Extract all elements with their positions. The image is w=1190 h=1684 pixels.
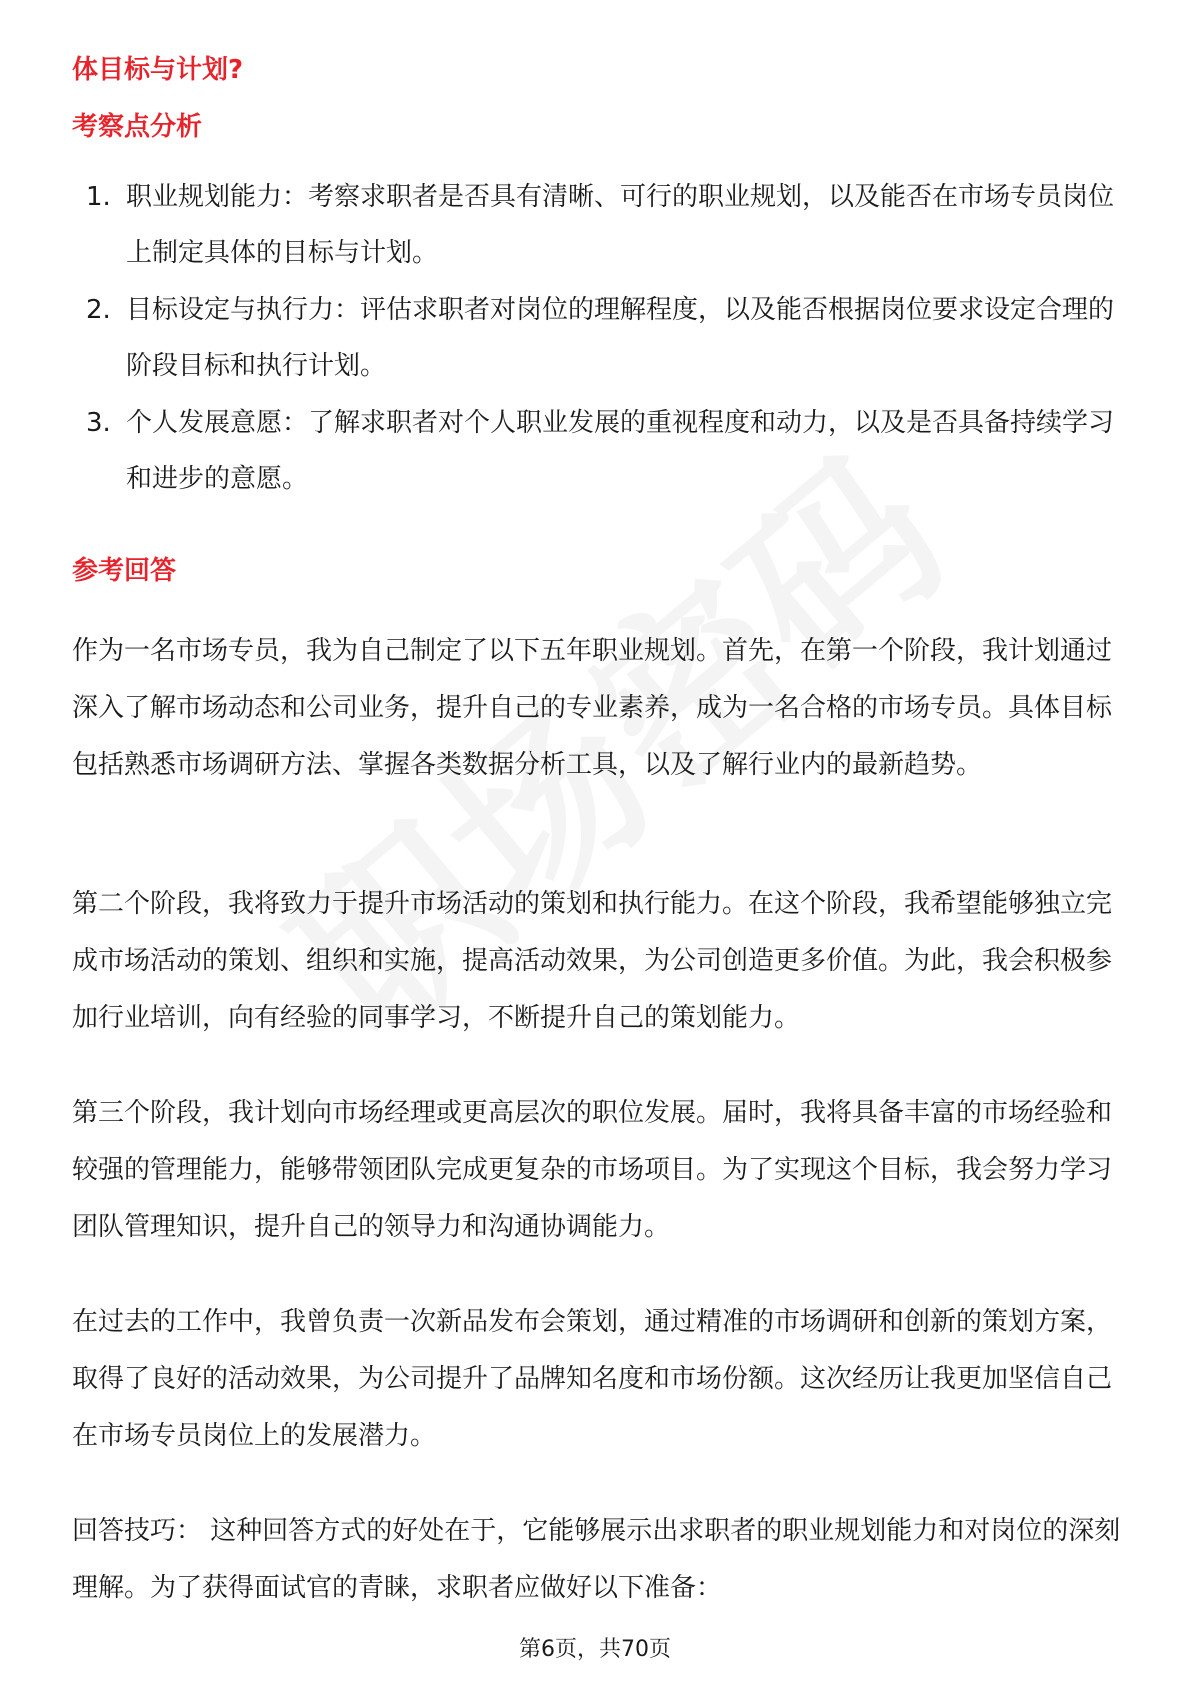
answer-paragraph: 作为一名市场专员，我为自己制定了以下五年职业规划。首先，在第一个阶段，我计划通过深入了解市场动态和公司业务，提升自己的专业素养，成为一名合格的市场专员。具体目标包括熟悉市场调研方法、掌握各类数据分析工具，以及了解行业内的最新趋势。 — [72, 636, 1113, 780]
answer-paragraph: 第三个阶段，我计划向市场经理或更高层次的职位发展。届时，我将具备丰富的市场经验和较强的管理能力，能够带领团队完成更复杂的市场项目。为了实现这个目标，我会努力学习团队管理知识，提升自己的领导力和沟通协调能力。 — [72, 1098, 1113, 1242]
list-number: 3. — [86, 408, 111, 438]
list-item — [0, 297, 1190, 410]
list-number: 2. — [86, 295, 111, 325]
answer-tips-paragraph: 回答技巧： 这种回答方式的好处在于，它能够展示出求职者的职业规划能力和对岗位的深刻理解。为了获得面试官的青睐，求职者应做好以下准备： — [72, 1516, 1121, 1603]
list-item — [0, 410, 1190, 523]
section-heading-analysis: 考察点分析 — [72, 112, 203, 142]
page-number-footer: 第6页，共70页 — [519, 1637, 671, 1662]
list-text: 个人发展意愿：了解求职者对个人职业发展的重视程度和动力，以及是否具备持续学习和进步的意愿。 — [126, 408, 1115, 494]
section-heading-answer: 参考回答 — [72, 556, 177, 586]
list-text: 职业规划能力：考察求职者是否具有清晰、可行的职业规划，以及能否在市场专员岗位上制定具体的目标与计划。 — [126, 182, 1115, 268]
answer-paragraph: 第二个阶段，我将致力于提升市场活动的策划和执行能力。在这个阶段，我希望能够独立完成市场活动的策划、组织和实施，提高活动效果，为公司创造更多价值。为此，我会积极参加行业培训，向有经验的同事学习，不断提升自己的策划能力。 — [72, 889, 1113, 1033]
list-text: 目标设定与执行力：评估求职者对岗位的理解程度，以及能否根据岗位要求设定合理的阶段目标和执行计划。 — [126, 295, 1115, 381]
section-heading-continued: 体目标与计划? — [72, 55, 244, 85]
list-number: 1. — [86, 182, 111, 212]
analysis-list — [0, 184, 1190, 523]
answer-paragraph: 在过去的工作中，我曾负责一次新品发布会策划，通过精准的市场调研和创新的策划方案，取得了良好的活动效果，为公司提升了品牌知名度和市场份额。这次经历让我更加坚信自己在市场专员岗位上的发展潜力。 — [72, 1307, 1113, 1451]
list-item — [0, 184, 1190, 297]
